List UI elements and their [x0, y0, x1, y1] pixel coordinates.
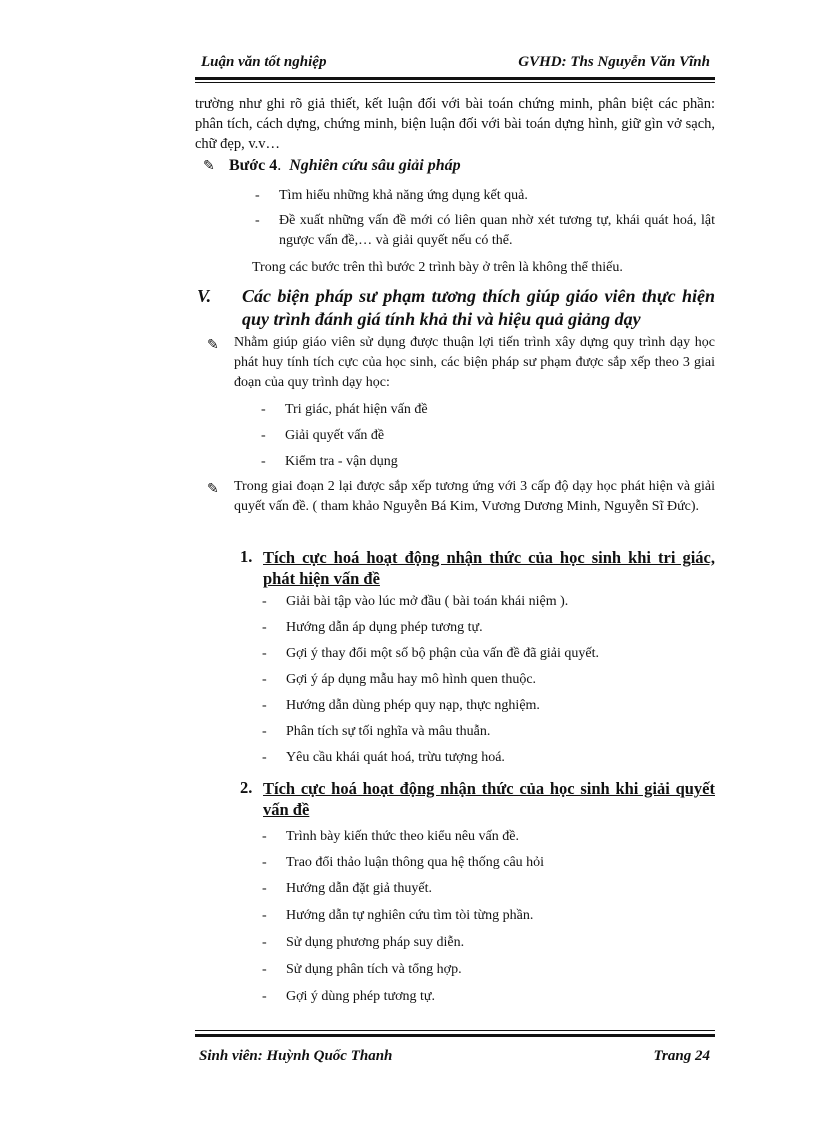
- list-item-text: Trao đổi thảo luận thông qua hệ thống câu hỏi: [286, 855, 545, 870]
- list-item-text: Sử dụng phương pháp suy diễn.: [286, 935, 465, 950]
- dash-bullet: -: [261, 428, 266, 443]
- dash-bullet: -: [262, 855, 267, 870]
- list-item-text: Sử dụng phân tích và tổng hợp.: [286, 962, 462, 977]
- footer-rule-thick: [195, 1034, 715, 1037]
- dash-bullet: -: [262, 724, 267, 739]
- list-item-text: Hướng dẫn tự nghiên cứu tìm tòi từng phần.: [286, 908, 534, 923]
- list-item-text: Giải bài tập vào lúc mở đầu ( bài toán khái niệm ).: [286, 594, 569, 609]
- intro-paragraph: trường như ghi rõ giả thiết, kết luận đối với bài toán chứng minh, phân biệt các phần: phân tích, cách dựng, chứng minh, biện luận đối với bài toán dựng hình, giữ gìn vở sạch, chữ đẹp, v.v…: [195, 96, 715, 152]
- dash-bullet: -: [262, 829, 267, 844]
- section-para2: Trong giai đoạn 2 lại được sắp xếp tương ứng với 3 cấp độ dạy học phát hiện và giải quyết vấn đề. ( tham khảo Nguyễn Bá Kim, Vương Dương Minh, Nguyễn Sĩ Đức).: [234, 479, 715, 514]
- sub1-title: Tích cực hoá hoạt động nhận thức của học sinh khi tri giác, phát hiện vấn đề: [263, 548, 715, 588]
- sub2-number: 2.: [240, 778, 253, 797]
- dash-bullet: -: [262, 750, 267, 765]
- sub1-number: 1.: [240, 547, 253, 566]
- list-item-text: Trình bày kiến thức theo kiểu nêu vấn đề.: [286, 829, 519, 844]
- dash-bullet: -: [262, 962, 267, 977]
- page-header: [195, 54, 710, 76]
- step4-title: Nghiên cứu sâu giải pháp: [289, 157, 461, 174]
- header-thesis-title: Luận văn tốt nghiệp: [201, 54, 327, 70]
- step4-label: Bước 4: [229, 157, 278, 174]
- list-item: [255, 211, 715, 251]
- dash-bullet: -: [262, 620, 267, 635]
- dash-bullet: -: [261, 402, 266, 417]
- header-advisor: GVHD: Ths Nguyễn Văn Vĩnh: [518, 54, 710, 70]
- dash-bullet: -: [262, 989, 267, 1004]
- list-item-text: Gợi ý thay đổi một số bộ phận của vấn đề đã giải quyết.: [286, 646, 600, 661]
- footer-student: Sinh viên: Huỳnh Quốc Thanh: [199, 1048, 393, 1064]
- list-item-text: Tìm hiểu những khả năng ứng dụng kết quả.: [279, 188, 528, 203]
- list-item-text: Tri giác, phát hiện vấn đề: [285, 402, 428, 417]
- list-item-text: Kiểm tra - vận dụng: [285, 454, 398, 469]
- list-item-text: Giải quyết vấn đề: [285, 428, 385, 443]
- list-item-text: Gợi ý dùng phép tương tự.: [286, 989, 435, 1004]
- dash-bullet: -: [262, 698, 267, 713]
- dash-bullet: -: [262, 646, 267, 661]
- footer-rule-thin: [195, 1030, 715, 1031]
- list-item-text: Hướng dẫn áp dụng phép tương tự.: [286, 620, 483, 635]
- dash-bullet: -: [262, 672, 267, 687]
- list-item-text: Phân tích sự tối nghĩa và mâu thuẫn.: [286, 724, 491, 739]
- dash-bullet: -: [262, 908, 267, 923]
- dash-bullet: -: [262, 594, 267, 609]
- dash-bullet: -: [261, 454, 266, 469]
- step4-heading: [203, 157, 461, 175]
- step4-note: Trong các bước trên thì bước 2 trình bày ở trên là không thể thiếu.: [252, 260, 623, 275]
- pencil-icon: ✎: [207, 482, 219, 497]
- pencil-icon: ✎: [207, 338, 219, 353]
- header-rule-thin: [195, 82, 715, 83]
- sub2-title: Tích cực hoá hoạt động nhận thức của học sinh khi giải quyết vấn đề: [263, 779, 715, 819]
- header-rule-thick: [195, 77, 715, 80]
- dash-bullet: -: [262, 881, 267, 896]
- step4-sep: .: [277, 157, 282, 174]
- list-item-text: Hướng dẫn dùng phép quy nạp, thực nghiệm.: [286, 698, 540, 713]
- list-item-text: Đề xuất những vấn đề mới có liên quan nhờ xét tương tự, khái quát hoá, lật ngược vấn đề,… và giải quyết nếu có thể.: [279, 213, 715, 248]
- section-number: V.: [197, 286, 212, 306]
- list-item-text: Gợi ý áp dụng mẫu hay mô hình quen thuộc.: [286, 672, 537, 687]
- pencil-icon: ✎: [203, 159, 215, 174]
- list-item-text: Yêu cầu khái quát hoá, trừu tượng hoá.: [286, 750, 505, 765]
- dash-bullet: -: [255, 188, 260, 203]
- dash-bullet: -: [262, 935, 267, 950]
- dash-bullet: -: [255, 213, 260, 228]
- section-para1: Nhằm giúp giáo viên sử dụng được thuận lợi tiến trình xây dựng quy trình dạy học phát huy tính tích cực của học sinh, các biện pháp sư phạm được sắp xếp theo 3 giai đoạn của quy trình dạy học:: [234, 335, 715, 390]
- list-item-text: Hướng dẫn đặt giả thuyết.: [286, 881, 433, 896]
- page-number: Trang 24: [653, 1048, 710, 1064]
- section-title: Các biện pháp sư phạm tương thích giúp giáo viên thực hiện quy trình đánh giá tính khả thi và hiệu quả giảng dạy: [242, 286, 715, 329]
